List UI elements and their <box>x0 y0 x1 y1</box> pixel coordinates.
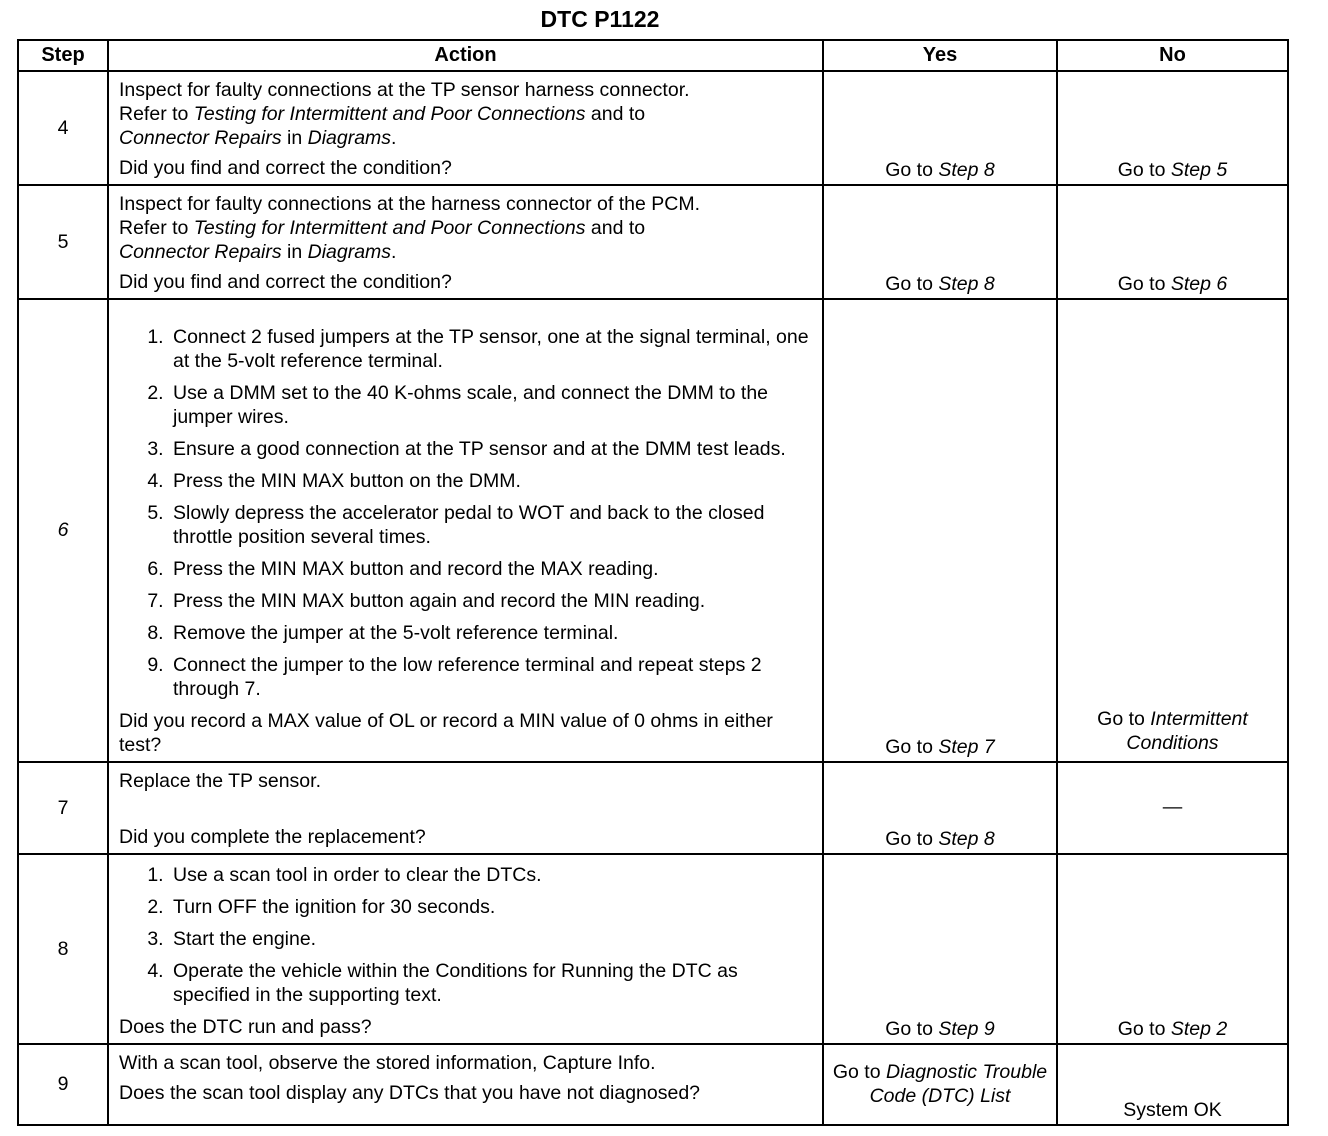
no-cell: Go to Intermittent Conditions <box>1057 299 1288 762</box>
yes-cell: Go to Step 8 <box>823 185 1057 299</box>
no-cell: Go to Step 2 <box>1057 854 1288 1044</box>
action-question: Did you record a MAX value of OL or record a MIN value of 0 ohms in either test? <box>119 710 773 756</box>
list-item: 2. Use a DMM set to the 40 K-ohms scale, and connect the DMM to the jumper wires. <box>169 381 812 429</box>
no-link[interactable]: Step 6 <box>1170 273 1228 295</box>
step-number: 7 <box>18 762 108 854</box>
yes-link[interactable]: Step 9 <box>938 1018 995 1040</box>
no-cell: Go to Step 6 <box>1057 185 1288 299</box>
action-question: Does the scan tool display any DTCs that you have not diagnosed? <box>119 1082 701 1104</box>
step-number: 4 <box>18 71 108 185</box>
yes-cell: Go to Step 8 <box>823 762 1057 854</box>
no-link[interactable]: Intermittent Conditions <box>1126 708 1248 754</box>
step-number: 8 <box>18 854 108 1044</box>
table-row <box>18 762 1288 854</box>
action-cell <box>108 71 823 185</box>
list-item: 7. Press the MIN MAX button again and record the MIN reading. <box>169 589 812 613</box>
action-question: Did you find and correct the condition? <box>119 271 452 293</box>
action-cell <box>108 854 823 1044</box>
no-cell: — <box>1057 762 1288 854</box>
list-item: 2. Turn OFF the ignition for 30 seconds. <box>169 895 812 919</box>
action-cell <box>108 299 823 762</box>
list-item: 6. Press the MIN MAX button and record the MAX reading. <box>169 557 812 581</box>
no-cell: Go to Step 5 <box>1057 71 1288 185</box>
list-item: 4. Operate the vehicle within the Conditions for Running the DTC as specified in the supporting text. <box>169 959 812 1007</box>
yes-link[interactable]: Step 8 <box>938 828 995 850</box>
step-number: 9 <box>18 1044 108 1125</box>
header-action: Action <box>108 40 823 71</box>
no-link[interactable]: Step 2 <box>1170 1018 1228 1040</box>
header-step: Step <box>18 40 108 71</box>
action-cell <box>108 185 823 299</box>
list-item: 3. Ensure a good connection at the TP sensor and at the DMM test leads. <box>169 437 812 461</box>
yes-link[interactable]: Step 7 <box>938 736 995 758</box>
yes-link[interactable]: Step 8 <box>938 159 995 181</box>
step-number: 5 <box>18 185 108 299</box>
yes-link[interactable]: Step 8 <box>938 273 995 295</box>
yes-cell: Go to Step 8 <box>823 71 1057 185</box>
procedure-list <box>119 325 812 701</box>
list-item: 9. Connect the jumper to the low reference terminal and repeat steps 2 through 7. <box>169 653 812 701</box>
table-row <box>18 299 1288 762</box>
header-yes: Yes <box>823 40 1057 71</box>
yes-link[interactable]: Diagnostic Trouble Code (DTC) List <box>869 1060 1048 1107</box>
list-item: 8. Remove the jumper at the 5-volt reference terminal. <box>169 621 812 645</box>
list-item: 3. Start the engine. <box>169 927 812 951</box>
table-row <box>18 71 1288 185</box>
list-item: 5. Slowly depress the accelerator pedal to WOT and back to the closed throttle position several times. <box>169 501 812 549</box>
list-item: 4. Press the MIN MAX button on the DMM. <box>169 469 812 493</box>
step-number: 6 <box>18 299 108 762</box>
action-question: Did you find and correct the condition? <box>119 157 452 179</box>
no-cell: System OK <box>1057 1044 1288 1125</box>
action-question: Did you complete the replacement? <box>119 826 426 848</box>
page-title: DTC P1122 <box>540 6 660 32</box>
action-text: Inspect for faulty connections at the harness connector of the PCM. Refer to Testing for Intermittent and Poor Connections and to Connector Repairs in Diagrams. <box>119 193 700 263</box>
table-header-row <box>18 40 1288 71</box>
no-link[interactable]: Step 5 <box>1170 159 1228 181</box>
list-item: 1. Connect 2 fused jumpers at the TP sensor, one at the signal terminal, one at the 5-volt reference terminal. <box>169 325 812 373</box>
action-cell <box>108 762 823 854</box>
header-no: No <box>1057 40 1288 71</box>
action-text: Inspect for faulty connections at the TP sensor harness connector. Refer to Testing for Intermittent and Poor Connections and to Connector Repairs in Diagrams. <box>119 79 690 149</box>
table-row <box>18 1044 1288 1125</box>
action-text: With a scan tool, observe the stored information, Capture Info. <box>119 1052 656 1074</box>
procedure-list <box>119 863 812 1007</box>
action-question: Does the DTC run and pass? <box>119 1016 372 1038</box>
table-row <box>18 854 1288 1044</box>
yes-cell: Go to Step 9 <box>823 854 1057 1044</box>
action-cell <box>108 1044 823 1125</box>
list-item: 1. Use a scan tool in order to clear the DTCs. <box>169 863 812 887</box>
yes-cell: Go to Diagnostic Trouble Code (DTC) List <box>823 1044 1057 1125</box>
table-row <box>18 185 1288 299</box>
yes-cell: Go to Step 7 <box>823 299 1057 762</box>
diagnostic-table <box>17 39 1289 1126</box>
action-text: Replace the TP sensor. <box>119 770 321 792</box>
